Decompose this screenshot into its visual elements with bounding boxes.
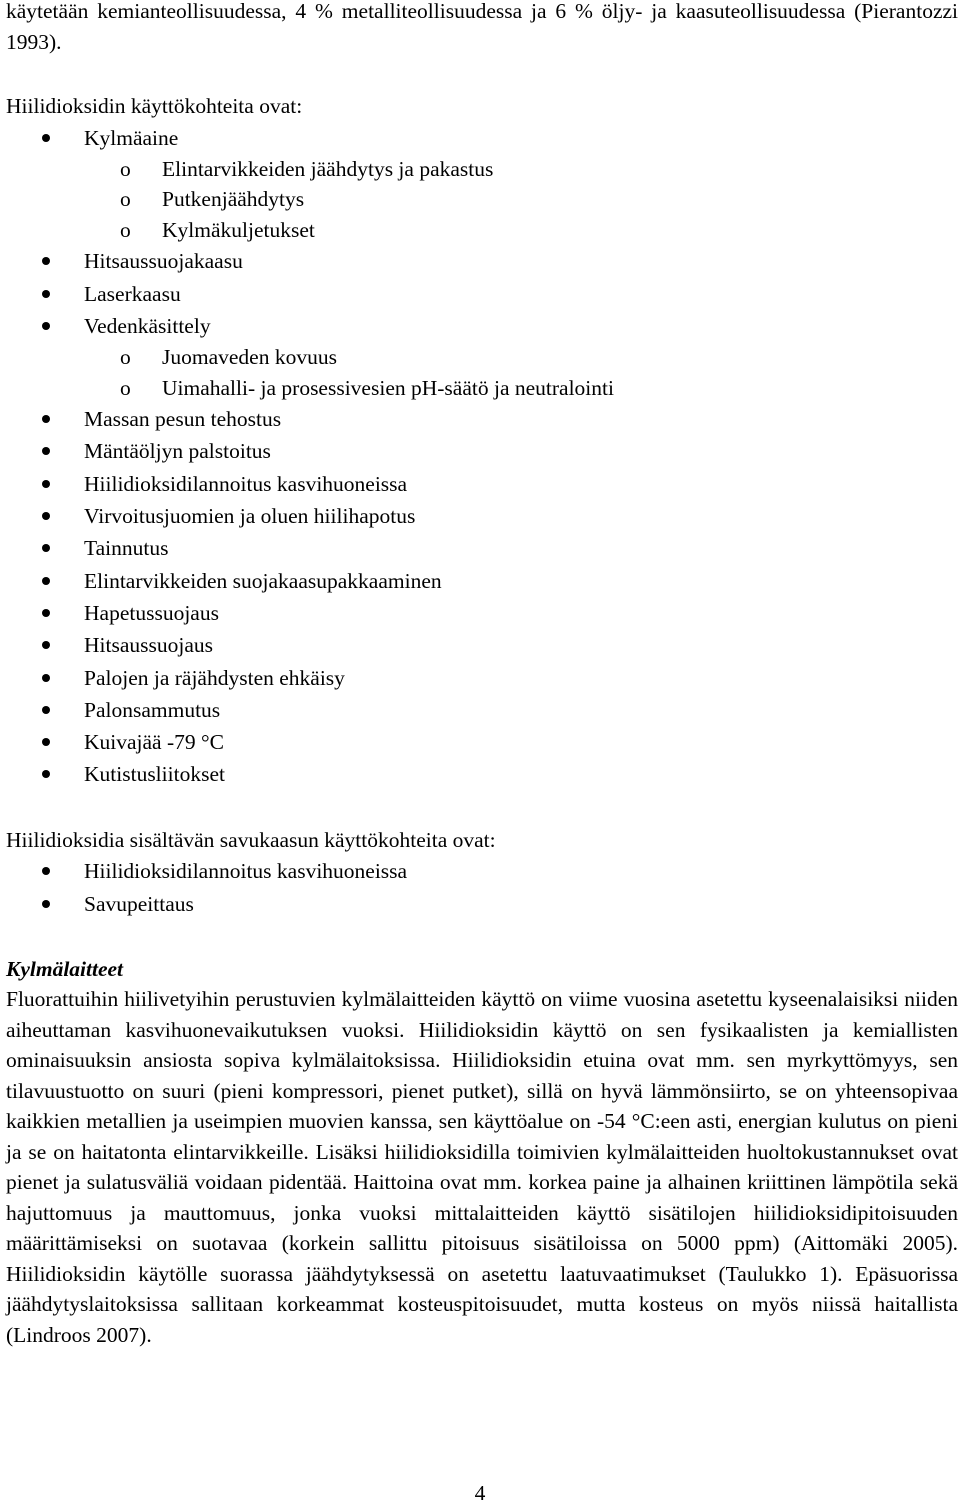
- list-item-label: Hiilidioksidilannoitus kasvihuoneissa: [84, 471, 408, 496]
- sub-list-item: o Kylmäkuljetukset: [84, 215, 958, 246]
- list-item: [6, 855, 958, 887]
- uses-list: [6, 122, 958, 791]
- list-item-label: Laserkaasu: [84, 281, 181, 306]
- sub-list: [84, 342, 958, 403]
- list-item-label: Palojen ja räjähdysten ehkäisy: [84, 665, 345, 690]
- list-item-label: Hapetussuojaus: [84, 600, 219, 625]
- list-item-label: Hitsaussuojaus: [84, 633, 213, 658]
- list-item-label: Kuivajää -79 °C: [84, 730, 224, 755]
- smoke-list: [6, 855, 958, 920]
- intro-paragraph: käytetään kemianteollisuudessa, 4 % metalliteollisuudessa ja 6 % öljy- ja kaasuteollisuudessa (Pierantozzi 1993).: [6, 0, 958, 54]
- list-item: [6, 403, 958, 435]
- list-item-label: Hitsaussuojakaasu: [84, 249, 243, 274]
- list-item: [6, 278, 958, 310]
- list-item: [6, 435, 958, 467]
- section-heading: Kylmälaitteet: [6, 956, 124, 981]
- document-page: [6, 0, 958, 1350]
- list-item-label: Vedenkäsittely: [84, 313, 211, 338]
- uses-section: [6, 91, 958, 791]
- list-item: [6, 758, 958, 790]
- sub-list-item: o Juomaveden kovuus: [84, 342, 958, 373]
- list-item-label: Massan pesun tehostus: [84, 407, 282, 432]
- cooling-section: [6, 954, 958, 1351]
- list-item: [6, 662, 958, 694]
- list-item: [6, 468, 958, 500]
- list-item-label: Hiilidioksidilannoitus kasvihuoneissa: [84, 859, 408, 884]
- smoke-heading: Hiilidioksidia sisältävän savukaasun käyttökohteita ovat:: [6, 827, 496, 852]
- list-item: [6, 726, 958, 758]
- sub-list-item: o Putkenjäähdytys: [84, 184, 958, 215]
- list-item-label: Kutistusliitokset: [84, 762, 225, 787]
- uses-heading: Hiilidioksidin käyttökohteita ovat:: [6, 94, 303, 118]
- list-item-label: Savupeittaus: [84, 891, 194, 916]
- list-item: [6, 310, 958, 403]
- sub-list: [84, 154, 958, 246]
- list-item-label: Tainnutus: [84, 536, 169, 561]
- smoke-section: [6, 825, 958, 920]
- list-item-label: Mäntäöljyn palstoitus: [84, 439, 271, 464]
- list-item: [6, 629, 958, 661]
- page-number: 4: [474, 1481, 486, 1505]
- list-item: [6, 532, 958, 564]
- list-item-label: Palonsammutus: [84, 697, 221, 722]
- list-item-label: Elintarvikkeiden suojakaasupakkaaminen: [84, 568, 442, 593]
- list-item: [6, 888, 958, 920]
- list-item: [6, 597, 958, 629]
- list-item: [6, 122, 958, 246]
- cooling-paragraph: Fluorattuihin hiilivetyihin perustuvien kylmälaitteiden käyttö on viime vuosina asetettu kyseenalaisiksi niiden aiheuttaman kasvihuonevaikutuksen vuoksi. Hiilidioksidin käyttö on sen fysikaalisten ja kemiallisten ominaisuuksin ansiosta sopiva kylmälaitoksissa. Hiilidioksidin etuina ovat mm. sen myrkyttömyys, sen tilavuustuotto on suuri (pieni kompressori, pienet putket), sillä on hyvä lämmönsiirto, se on yhteensopivaa kaikkien metallien ja useimpien muovien kanssa, sen käyttöalue on -54 °C:een asti, energian kulutus on pieni ja se on haitatonta elintarvikkeille. Lisäksi hiilidioksidilla toimivien kylmälaitteiden huoltokustannukset ovat pienet ja sulatusväliä voidaan pidentää. Haittoina ovat mm. korkea paine ja alhainen kriittinen lämpötila sekä hajuttomuus ja mauttomuus, jonka vuoksi mittalaitteiden käyttö sisätilojen hiilidioksidipitoisuuden määrittämiseksi on suotavaa (korkein sallittu pitoisuus sisätiloissa on 5000 ppm) (Aittomäki 2005). Hiilidioksidin käytölle suorassa jäähdytyksessä on asetettu laatuvaatimukset (Taulukko 1). Epäsuorissa jäähdytyslaitoksissa sallitaan korkeammat kosteuspitoisuudet, mutta kosteus on myös niissä haitallista (Lindroos 2007).: [6, 987, 958, 1347]
- list-item: [6, 245, 958, 277]
- list-item-label: Kylmäaine: [84, 125, 179, 150]
- list-item: [6, 694, 958, 726]
- sub-list-item: o Uimahalli- ja prosessivesien pH-säätö ja neutralointi: [84, 373, 958, 404]
- sub-list-item: o Elintarvikkeiden jäähdytys ja pakastus: [84, 154, 958, 185]
- list-item: [6, 500, 958, 532]
- list-item-label: Virvoitusjuomien ja oluen hiilihapotus: [84, 504, 416, 529]
- list-item: [6, 565, 958, 597]
